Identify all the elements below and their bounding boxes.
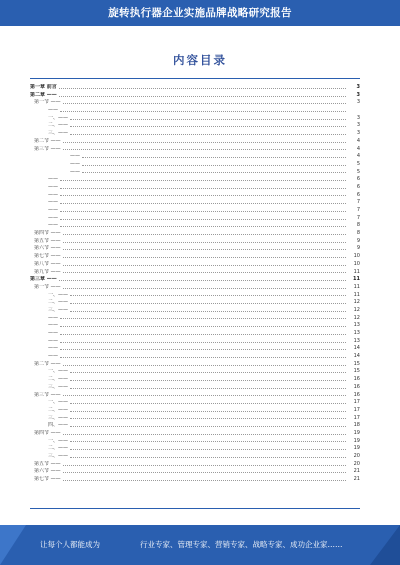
toc-leader-dots bbox=[82, 162, 346, 166]
toc-entry-label: 第七节 —— bbox=[34, 253, 61, 260]
toc-entry[interactable] bbox=[30, 430, 360, 438]
toc-entry-label: 一、—— bbox=[48, 437, 69, 444]
toc-entry[interactable] bbox=[30, 322, 360, 330]
toc-entry[interactable] bbox=[30, 407, 360, 415]
toc-entry[interactable] bbox=[30, 415, 360, 423]
toc-leader-dots bbox=[59, 93, 346, 97]
toc-entry[interactable] bbox=[30, 292, 360, 300]
toc-entry-label: 第八节 —— bbox=[34, 260, 61, 267]
toc-entry[interactable] bbox=[30, 384, 360, 392]
toc-entry-page: 3 bbox=[356, 114, 360, 121]
toc-entry-page: 7 bbox=[356, 207, 360, 213]
toc-entry[interactable] bbox=[30, 192, 360, 200]
toc-leader-dots bbox=[82, 154, 346, 158]
toc-entry-label: 二、—— bbox=[48, 445, 69, 452]
toc-entry-page: 3 bbox=[356, 91, 360, 98]
toc-entry-label: 一、—— bbox=[48, 368, 69, 375]
toc-leader-dots bbox=[63, 139, 346, 143]
toc-leader-dots bbox=[63, 239, 346, 243]
toc-leader-dots bbox=[70, 400, 346, 404]
toc-entry[interactable] bbox=[30, 476, 360, 484]
toc-entry-page: 6 bbox=[356, 191, 360, 198]
toc-entry-label: 第五节 —— bbox=[34, 460, 61, 467]
toc-entry-label: 一、—— bbox=[48, 399, 69, 406]
toc-entry-page: 19 bbox=[353, 445, 360, 452]
toc-entry-label: 第六节 —— bbox=[34, 468, 61, 475]
toc-entry-label: —— bbox=[48, 107, 58, 114]
toc-leader-dots bbox=[70, 308, 346, 312]
toc-entry-label: 第九节 —— bbox=[34, 268, 61, 275]
toc-leader-dots bbox=[70, 377, 346, 381]
toc-entry-page: 14 bbox=[353, 345, 360, 352]
toc-leader-dots bbox=[59, 85, 346, 89]
toc-entry-label: 第三节 —— bbox=[34, 145, 61, 152]
toc-entry-label: 三、—— bbox=[48, 453, 69, 459]
toc-entry-page: 19 bbox=[353, 437, 360, 444]
toc-entry-label: 三、—— bbox=[48, 130, 69, 137]
toc-leader-dots bbox=[70, 438, 346, 442]
toc-entry-label: 第一节 —— bbox=[34, 99, 61, 106]
toc-leader-dots bbox=[60, 177, 346, 181]
toc-entry[interactable] bbox=[30, 138, 360, 146]
toc-leader-dots bbox=[63, 362, 346, 366]
toc-entry-label: 第三章 —— bbox=[30, 276, 57, 283]
toc-entry[interactable] bbox=[30, 199, 360, 207]
toc-entry-page: 13 bbox=[353, 322, 360, 329]
toc-entry-page: 5 bbox=[356, 168, 360, 175]
toc-entry-label: —— bbox=[70, 153, 80, 160]
toc-bottom-rule bbox=[30, 508, 360, 509]
toc-leader-dots bbox=[70, 369, 346, 373]
toc-leader-dots bbox=[60, 200, 346, 204]
toc-entry[interactable] bbox=[30, 184, 360, 192]
toc-entry-label: —— bbox=[48, 314, 58, 321]
toc-entry[interactable] bbox=[30, 230, 360, 238]
toc-entry-label: —— bbox=[48, 183, 58, 190]
toc-entry-label: 第四节 —— bbox=[34, 230, 61, 237]
toc-entry[interactable] bbox=[30, 307, 360, 315]
toc-leader-dots bbox=[60, 208, 346, 212]
toc-leader-dots bbox=[60, 185, 346, 189]
toc-entry-page: 5 bbox=[356, 160, 360, 167]
report-title: 旋转执行器企业实施品牌战略研究报告 bbox=[108, 7, 292, 19]
toc-entry[interactable] bbox=[30, 276, 360, 284]
toc-entry-page: 12 bbox=[353, 299, 360, 306]
toc-entry-page: 10 bbox=[353, 253, 360, 260]
toc-entry-label: —— bbox=[48, 222, 58, 229]
toc-leader-dots bbox=[63, 246, 346, 250]
toc-entry[interactable] bbox=[30, 330, 360, 338]
toc-entry-label: —— bbox=[48, 345, 58, 352]
toc-entry-label: 四、—— bbox=[48, 422, 69, 429]
toc-entry-label: 二、—— bbox=[48, 122, 69, 129]
toc-leader-dots bbox=[60, 331, 346, 335]
toc-entry[interactable] bbox=[30, 422, 360, 430]
toc-entry[interactable] bbox=[30, 438, 360, 446]
toc-entry-page: 9 bbox=[356, 237, 360, 244]
toc-entry[interactable] bbox=[30, 284, 360, 292]
toc-leader-dots bbox=[70, 116, 346, 120]
toc-entry[interactable] bbox=[30, 215, 360, 223]
toc-entry-label: 三、—— bbox=[48, 383, 69, 390]
toc-leader-dots bbox=[60, 108, 346, 112]
toc-entry-label: 第四节 —— bbox=[34, 429, 61, 436]
footer-tagline: 行业专家、管理专家、营销专家、战略专家、成功企业家…… bbox=[140, 540, 343, 549]
toc-leader-dots bbox=[70, 408, 346, 412]
toc-entry-page: 13 bbox=[353, 330, 360, 336]
toc-entry-label: —— bbox=[48, 330, 58, 336]
toc-leader-dots bbox=[63, 269, 346, 273]
toc-entry-label: —— bbox=[70, 160, 80, 167]
toc-entry[interactable] bbox=[30, 107, 360, 115]
toc-leader-dots bbox=[63, 469, 346, 473]
toc-leader-dots bbox=[70, 446, 346, 450]
toc-leader-dots bbox=[63, 462, 346, 466]
toc-entry-page: 20 bbox=[353, 453, 360, 459]
toc-entry-page: 17 bbox=[353, 399, 360, 406]
toc-entry-page: 20 bbox=[353, 460, 360, 467]
toc-entry[interactable] bbox=[30, 299, 360, 307]
toc-entry[interactable] bbox=[30, 253, 360, 261]
toc-entry[interactable] bbox=[30, 146, 360, 154]
toc-entry-label: —— bbox=[48, 199, 58, 206]
toc-leader-dots bbox=[70, 415, 346, 419]
toc-entry-label: 第二章 —— bbox=[30, 91, 57, 98]
toc-entry[interactable] bbox=[30, 130, 360, 138]
toc-entry-page: 11 bbox=[353, 291, 360, 298]
toc-entry[interactable] bbox=[30, 122, 360, 130]
toc-entry-label: 一、—— bbox=[48, 114, 69, 121]
toc-entry-page: 10 bbox=[353, 260, 360, 267]
toc-entry-label: 三、—— bbox=[48, 306, 69, 313]
toc-entry-page: 6 bbox=[356, 176, 360, 183]
toc-entry-page: 12 bbox=[353, 314, 360, 321]
toc-leader-dots bbox=[70, 454, 346, 458]
toc-leader-dots bbox=[60, 315, 346, 319]
toc-entry[interactable] bbox=[30, 399, 360, 407]
toc-entry[interactable] bbox=[30, 245, 360, 253]
toc-entry-label: —— bbox=[48, 207, 58, 213]
toc-entry-page: 8 bbox=[356, 230, 360, 237]
toc-leader-dots bbox=[63, 285, 346, 289]
toc-entry-page: 3 bbox=[356, 122, 360, 129]
toc-leader-dots bbox=[82, 169, 346, 173]
toc-leader-dots bbox=[63, 392, 346, 396]
toc-leader-dots bbox=[70, 292, 346, 296]
toc-entry-page: 14 bbox=[353, 353, 360, 360]
toc-leader-dots bbox=[70, 385, 346, 389]
toc-leader-dots bbox=[63, 146, 346, 150]
toc-entry[interactable] bbox=[30, 368, 360, 376]
toc-leader-dots bbox=[60, 339, 346, 343]
toc-entry-label: 第二节 —— bbox=[34, 137, 61, 144]
toc-entry-page: 17 bbox=[353, 406, 360, 413]
toc-entry-page: 16 bbox=[353, 383, 360, 390]
toc-entry[interactable] bbox=[30, 169, 360, 177]
toc-entry-label: 第五节 —— bbox=[34, 237, 61, 244]
toc-entry[interactable] bbox=[30, 445, 360, 453]
toc-entry-label: 第三节 —— bbox=[34, 391, 61, 398]
report-header-bar bbox=[0, 0, 400, 26]
toc-leader-dots bbox=[60, 323, 346, 327]
toc-entry-page: 11 bbox=[353, 268, 360, 275]
toc-entry[interactable] bbox=[30, 115, 360, 123]
toc-entry[interactable] bbox=[30, 176, 360, 184]
toc-entry[interactable] bbox=[30, 161, 360, 169]
toc-entry-page: 11 bbox=[353, 283, 360, 290]
toc-entry-page: 4 bbox=[356, 153, 360, 160]
toc-entry-page: 9 bbox=[356, 245, 360, 252]
toc-entry[interactable] bbox=[30, 315, 360, 323]
toc-top-rule bbox=[30, 78, 360, 79]
toc-leader-dots bbox=[60, 223, 346, 227]
footer-corner-decoration-right bbox=[370, 525, 400, 565]
toc-leader-dots bbox=[70, 423, 346, 427]
toc-entry-label: 二、—— bbox=[48, 406, 69, 413]
toc-entry-page: 7 bbox=[356, 214, 360, 221]
toc-entry[interactable] bbox=[30, 345, 360, 353]
toc-leader-dots bbox=[63, 100, 346, 104]
toc-leader-dots bbox=[63, 254, 346, 258]
toc-leader-dots bbox=[63, 431, 346, 435]
footer-corner-decoration-left bbox=[0, 525, 26, 565]
footer-slogan: 让每个人都能成为 bbox=[40, 540, 100, 549]
toc-entry[interactable] bbox=[30, 92, 360, 100]
toc-leader-dots bbox=[70, 131, 346, 135]
toc-entry[interactable] bbox=[30, 261, 360, 269]
toc-entry-label: —— bbox=[70, 168, 80, 175]
toc-entry[interactable] bbox=[30, 361, 360, 369]
toc-title: 内容目录 bbox=[173, 53, 227, 67]
toc-entry[interactable] bbox=[30, 269, 360, 277]
table-of-contents bbox=[30, 84, 360, 504]
toc-entry-page: 12 bbox=[353, 306, 360, 313]
toc-entry[interactable] bbox=[30, 99, 360, 107]
toc-entry-label: 第二节 —— bbox=[34, 360, 61, 367]
toc-entry-label: 三、—— bbox=[48, 414, 69, 421]
toc-entry[interactable] bbox=[30, 338, 360, 346]
toc-entry-page: 3 bbox=[356, 99, 360, 106]
toc-leader-dots bbox=[60, 192, 346, 196]
toc-entry-page: 4 bbox=[356, 145, 360, 152]
toc-entry-page: 6 bbox=[356, 183, 360, 190]
toc-leader-dots bbox=[59, 277, 346, 281]
toc-leader-dots bbox=[63, 231, 346, 235]
toc-entry-label: 一、—— bbox=[48, 291, 69, 298]
toc-entry[interactable] bbox=[30, 222, 360, 230]
toc-entry-label: 第六节 —— bbox=[34, 245, 61, 252]
toc-entry-label: —— bbox=[48, 214, 58, 221]
toc-entry-label: 二、—— bbox=[48, 376, 69, 383]
toc-entry-page: 4 bbox=[356, 137, 360, 144]
toc-entry[interactable] bbox=[30, 238, 360, 246]
toc-entry[interactable] bbox=[30, 153, 360, 161]
toc-entry-page: 11 bbox=[353, 276, 360, 283]
toc-entry-page: 16 bbox=[353, 391, 360, 398]
toc-entry[interactable] bbox=[30, 376, 360, 384]
toc-entry-page: 13 bbox=[353, 337, 360, 344]
toc-entry-label: —— bbox=[48, 337, 58, 344]
toc-entry[interactable] bbox=[30, 392, 360, 400]
toc-entry-label: 二、—— bbox=[48, 299, 69, 306]
toc-entry-label: 第一章 前言 bbox=[30, 84, 57, 90]
toc-entry-page: 7 bbox=[356, 199, 360, 206]
toc-entry-page: 3 bbox=[356, 84, 360, 90]
toc-leader-dots bbox=[60, 346, 346, 350]
toc-entry-page: 21 bbox=[353, 476, 360, 483]
toc-entry-page: 17 bbox=[353, 414, 360, 421]
toc-entry-page: 8 bbox=[356, 222, 360, 229]
toc-entry-page: 3 bbox=[356, 130, 360, 137]
toc-entry-page: 16 bbox=[353, 376, 360, 383]
toc-leader-dots bbox=[70, 300, 346, 304]
toc-entry-label: —— bbox=[48, 353, 58, 360]
toc-entry-label: 第一节 —— bbox=[34, 283, 61, 290]
toc-leader-dots bbox=[63, 477, 346, 481]
toc-entry-page: 21 bbox=[353, 468, 360, 475]
toc-entry-page: 15 bbox=[353, 360, 360, 367]
toc-entry[interactable] bbox=[30, 461, 360, 469]
toc-entry-label: 第七节 —— bbox=[34, 476, 61, 483]
toc-leader-dots bbox=[60, 354, 346, 358]
toc-entry[interactable] bbox=[30, 468, 360, 476]
toc-entry[interactable] bbox=[30, 207, 360, 215]
toc-entry-label: —— bbox=[48, 322, 58, 329]
toc-entry[interactable] bbox=[30, 353, 360, 361]
toc-entry[interactable] bbox=[30, 84, 360, 92]
toc-entry-page: 15 bbox=[353, 368, 360, 375]
footer-bar bbox=[0, 525, 400, 565]
toc-leader-dots bbox=[70, 123, 346, 127]
toc-entry[interactable] bbox=[30, 453, 360, 461]
toc-entry-page: 18 bbox=[353, 422, 360, 429]
toc-leader-dots bbox=[60, 216, 346, 220]
toc-entry-page: 19 bbox=[353, 429, 360, 436]
toc-entry-label: —— bbox=[48, 191, 58, 198]
toc-entry-label: —— bbox=[48, 176, 58, 183]
toc-leader-dots bbox=[63, 262, 346, 266]
